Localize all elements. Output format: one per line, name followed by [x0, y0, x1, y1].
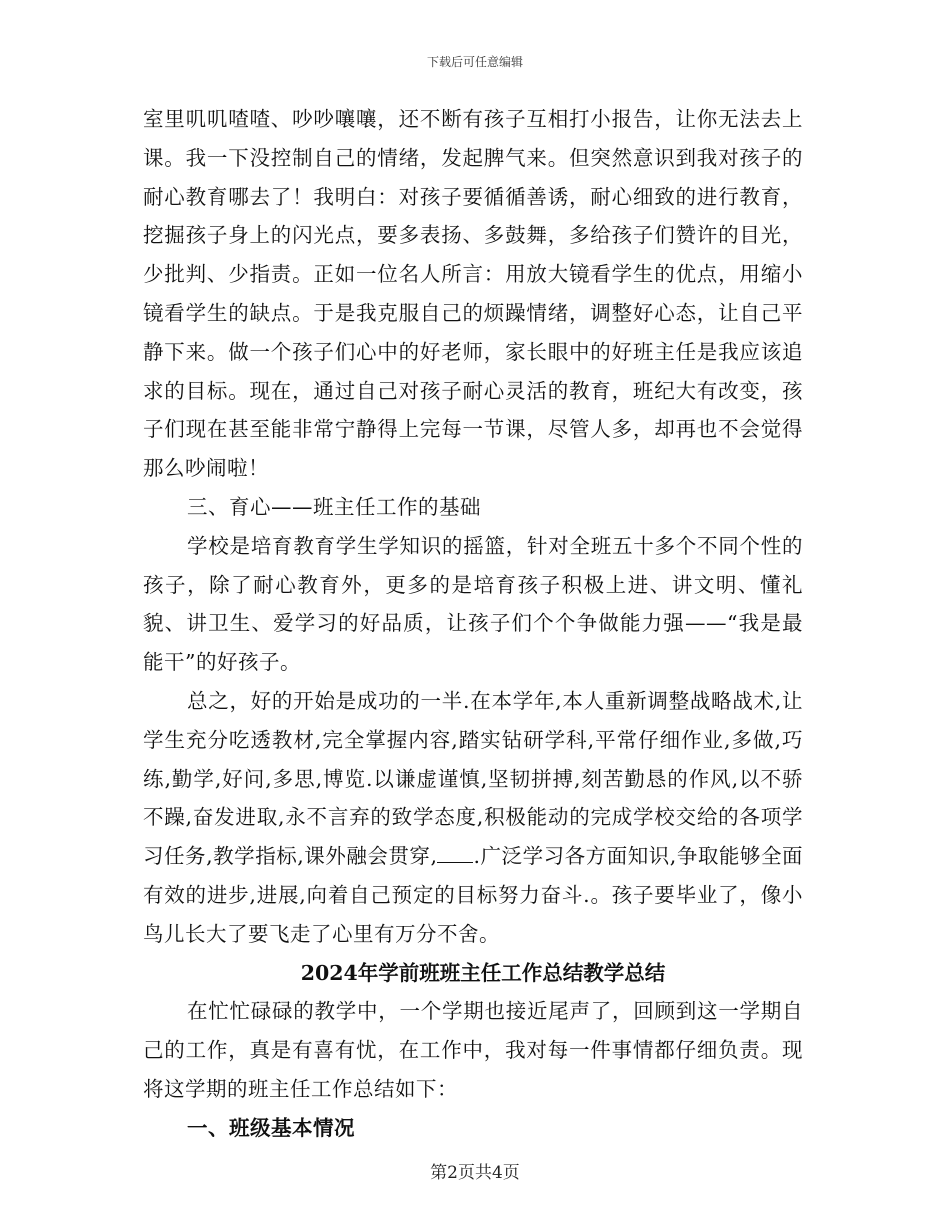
document-body: [143, 100, 803, 1148]
blank-underline: [437, 844, 473, 863]
paragraph-3: [143, 682, 803, 954]
paragraph-2: 学校是培育教育学生学知识的摇篮，针对全班五十多个不同个性的孩子，除了耐心教育外，更多的是培育孩子积极上进、讲文明、懂礼貌、讲卫生、爱学习的好品质，让孩子们个个争做能力强——“我是最能干”的好孩子。: [143, 533, 803, 675]
paragraph-1: 室里叽叽喳喳、吵吵嚷嚷，还不断有孩子互相打小报告，让你无法去上课。我一下没控制自己的情绪，发起脾气来。但突然意识到我对孩子的耐心教育哪去了！我明白：对孩子要循循善诱，耐心细致的进行教育，挖掘孩子身上的闪光点，要多表扬、多鼓舞，多给孩子们赞许的目光，少批判、少指责。正如一位名人所言：用放大镜看学生的优点，用缩小镜看学生的缺点。于是我克服自己的烦躁情绪，调整好心态，让自己平静下来。做一个孩子们心中的好老师，家长眼中的好班主任是我应该追求的目标。现在，通过自己对孩子耐心灵活的教育，班纪大有改变，孩子们现在甚至能非常宁静得上完每一节课，尽管人多，却再也不会觉得那么吵闹啦！: [143, 107, 803, 481]
page-header: 下载后可任意编辑: [426, 55, 523, 69]
page-footer: 第2页共4页: [430, 1163, 520, 1183]
paragraph-3-part-a: 总之，好的开始是成功的一半.在本学年,本人重新调整战略战术,让学生充分吃透教材,完全掌握内容,踏实钻研学科,平常仔细作业,多做,巧练,勤学,好问,多思,博览.以谦虚谨慎,坚韧拼搏,刻苦勤恳的作风,以不骄不躁,奋发进取,永不言弃的致学态度,积极能动的完成学校交给的各项学习任务,教学指标,课外融会贯穿,: [143, 688, 803, 869]
paragraph-4: 在忙忙碌碌的教学中，一个学期也接近尾声了，回顾到这一学期自己的工作，真是有喜有忧，在工作中，我对每一件事情都仔细负责。现将这学期的班主任工作总结如下：: [143, 999, 803, 1101]
section-heading-3: 三、育心——班主任工作的基础: [187, 494, 481, 519]
document-title: 2024年学前班班主任工作总结教学总结: [300, 960, 666, 985]
section-heading-1: 一、班级基本情况: [187, 1115, 355, 1140]
paragraph-3-part-b: .广泛学习各方面知识,争取能够全面有效的进步,进展,向着自己预定的目标努力奋斗.。孩子要毕业了，像小鸟儿长大了要飞走了心里有万分不舍。: [143, 844, 803, 946]
